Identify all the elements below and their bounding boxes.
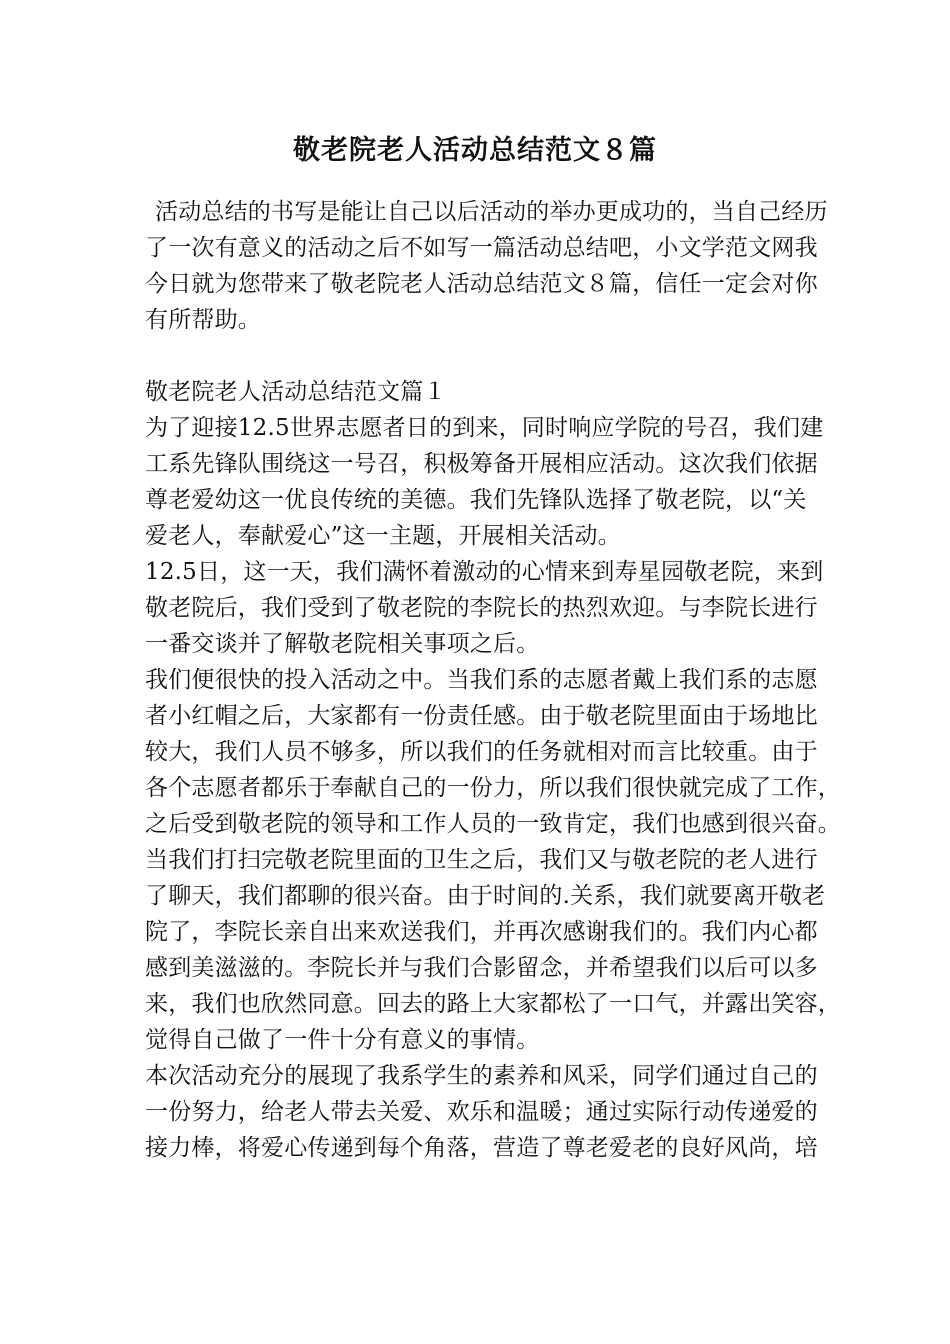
- document-title: 敬老院老人活动总结范文８篇: [293, 135, 657, 166]
- text-line: 各个志愿者都乐于奉献自己的一份力，所以我们很快就完成了工作，: [145, 775, 841, 801]
- text-line: 工系先锋队围绕这一号召，积极筹备开展相应活动。这次我们依据: [145, 451, 818, 477]
- text-line: 本次活动充分的展现了我系学生的素养和风采，同学们通过自己的: [145, 1063, 818, 1089]
- text-line: 尊老爱幼这一优良传统的美德。我们先锋队选择了敬老院，以“关: [145, 487, 807, 513]
- text-line: 爱老人，奉献爱心”这一主题，开展相关活动。: [145, 523, 621, 549]
- body-paragraph: [145, 662, 841, 1058]
- text-line: 觉得自己做了一件十分有意义的事情。: [145, 1027, 540, 1053]
- text-line: 了一次有意义的活动之后不如写一篇活动总结吧，小文学范文网我: [145, 235, 818, 261]
- text-line: 我们便很快的投入活动之中。当我们系的志愿者戴上我们系的志愿: [145, 667, 818, 693]
- text-line: 12.5日，这一天，我们满怀着激动的心情来到寿星园敬老院，来到: [145, 559, 824, 585]
- text-line: 一份努力，给老人带去关爱、欢乐和温暖；通过实际行动传递爱的: [145, 1099, 818, 1125]
- text-line: 有所帮助。: [145, 307, 261, 333]
- body-paragraph: [145, 410, 825, 554]
- text-line: 感到美滋滋的。李院长并与我们合影留念，并希望我们以后可以多: [145, 955, 818, 981]
- body-paragraph: [145, 1058, 825, 1166]
- intro-paragraph: [145, 194, 828, 338]
- text-line: 活动总结的书写是能让自己以后活动的举办更成功的，当自己经历: [155, 199, 828, 225]
- text-line: 较大，我们人员不够多，所以我们的任务就相对而言比较重。由于: [145, 739, 818, 765]
- text-line: 来，我们也欣然同意。回去的路上大家都松了一口气，并露出笑容，: [145, 991, 841, 1017]
- text-line: 敬老院后，我们受到了敬老院的李院长的热烈欢迎。与李院长进行: [145, 595, 818, 621]
- text-line: 院了，李院长亲自出来欢送我们，并再次感谢我们的。我们内心都: [145, 919, 818, 945]
- text-line: 一番交谈并了解敬老院相关事项之后。: [145, 631, 540, 657]
- text-line: 者小红帽之后，大家都有一份责任感。由于敬老院里面由于场地比: [145, 703, 818, 729]
- text-line: 今日就为您带来了敬老院老人活动总结范文８篇，信任一定会对你: [145, 271, 818, 297]
- text-line: 当我们打扫完敬老院里面的卫生之后，我们又与敬老院的老人进行: [145, 847, 818, 873]
- text-line: 为了迎接12.5世界志愿者日的到来，同时响应学院的号召，我们建: [145, 415, 824, 441]
- body-paragraph: [145, 554, 825, 662]
- section-heading: 敬老院老人活动总结范文篇１: [145, 379, 447, 405]
- document-body: [145, 194, 841, 1166]
- text-line: 接力棒，将爱心传递到每个角落，营造了尊老爱老的良好风尚，培: [145, 1135, 818, 1161]
- paragraph-spacer: [145, 338, 825, 374]
- text-line: 之后受到敬老院的领导和工作人员的一致肯定，我们也感到很兴奋。: [145, 811, 841, 837]
- text-line: 了聊天，我们都聊的很兴奋。由于时间的.关系，我们就要离开敬老: [145, 883, 826, 909]
